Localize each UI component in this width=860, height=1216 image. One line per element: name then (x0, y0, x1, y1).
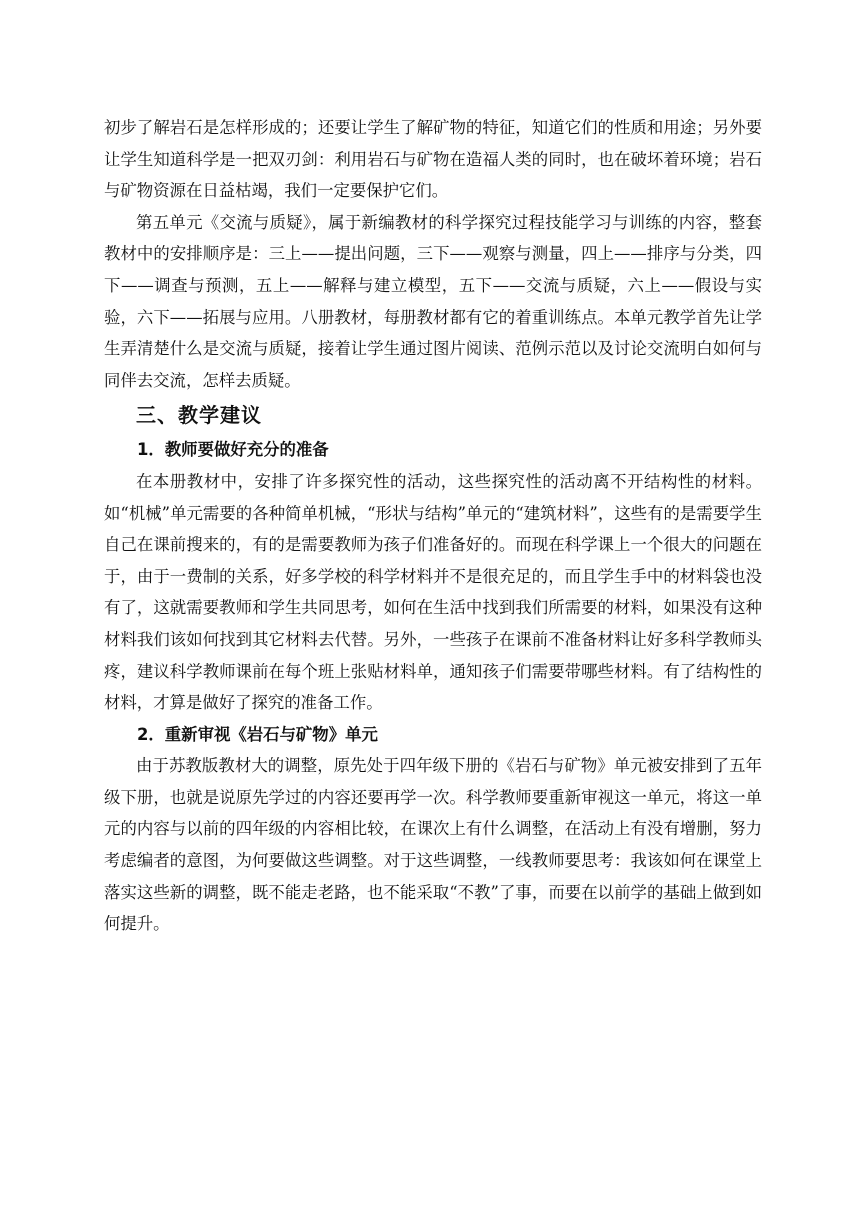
paragraph-unit-five: 第五单元《交流与质疑》，属于新编教材的科学探究过程技能学习与训练的内容，整套教材中的安排顺序是：三上——提出问题，三下——观察与测量，四上——排序与分类，四下——调查与预测，五上——解释与建立模型，五下——交流与质疑，六上——假设与实验，六下——拓展与应用。八册教材，每册教材都有它的着重训练点。本单元教学首先让学生弄清楚什么是交流与质疑，接着让学生通过图片阅读、范例示范以及讨论交流明白如何与同伴去交流，怎样去质疑。 (104, 212, 762, 390)
paragraph-rocks-minerals-intro: 初步了解岩石是怎样形成的；还要让学生了解矿物的特征，知道它们的性质和用途；另外要让学生知道科学是一把双刃剑：利用岩石与矿物在造福人类的同时，也在破坏着环境；岩石与矿物资源在日益枯竭，我们一定要保护它们。 (104, 118, 762, 201)
document-page (104, 112, 762, 940)
subheading-teacher-preparation: 1．教师要做好充分的准备 (137, 440, 329, 460)
paragraph-textbook-adjustment: 由于苏教版教材大的调整，原先处于四年级下册的《岩石与矿物》单元被安排到了五年级下册，也就是说原先学过的内容还要再学一次。科学教师要重新审视这一单元，将这一单元的内容与以前的四年级的内容相比较，在课次上有什么调整，在活动上有没有增删，努力考虑编者的意图，为何要做这些调整。对于这些调整，一线教师要思考：我该如何在课堂上落实这些新的调整，既不能走老路，也不能采取“不教”了事，而要在以前学的基础上做到如何提升。 (104, 756, 762, 934)
section-heading-teaching-suggestions: 三、教学建议 (136, 403, 262, 428)
paragraph-materials: 在本册教材中，安排了许多探究性的活动，这些探究性的活动离不开结构性的材料。如“机械”单元需要的各种简单机械，“形状与结构”单元的“建筑材料”，这些有的是需要学生自己在课前搜来的，有的是需要教师为孩子们准备好的。而现在科学课上一个很大的问题在于，由于一费制的关系，好多学校的科学材料并不是很充足的，而且学生手中的材料袋也没有了，这就需要教师和学生共同思考，如何在生活中找到我们所需要的材料，如果没有这种材料我们该如何找到其它材料去代替。另外，一些孩子在课前不准备材料让好多科学教师头疼，建议科学教师课前在每个班上张贴材料单，通知孩子们需要带哪些材料。有了结构性的材料，才算是做好了探究的准备工作。 (104, 471, 762, 713)
subheading-review-rocks-unit: 2．重新审视《岩石与矿物》单元 (137, 724, 378, 744)
